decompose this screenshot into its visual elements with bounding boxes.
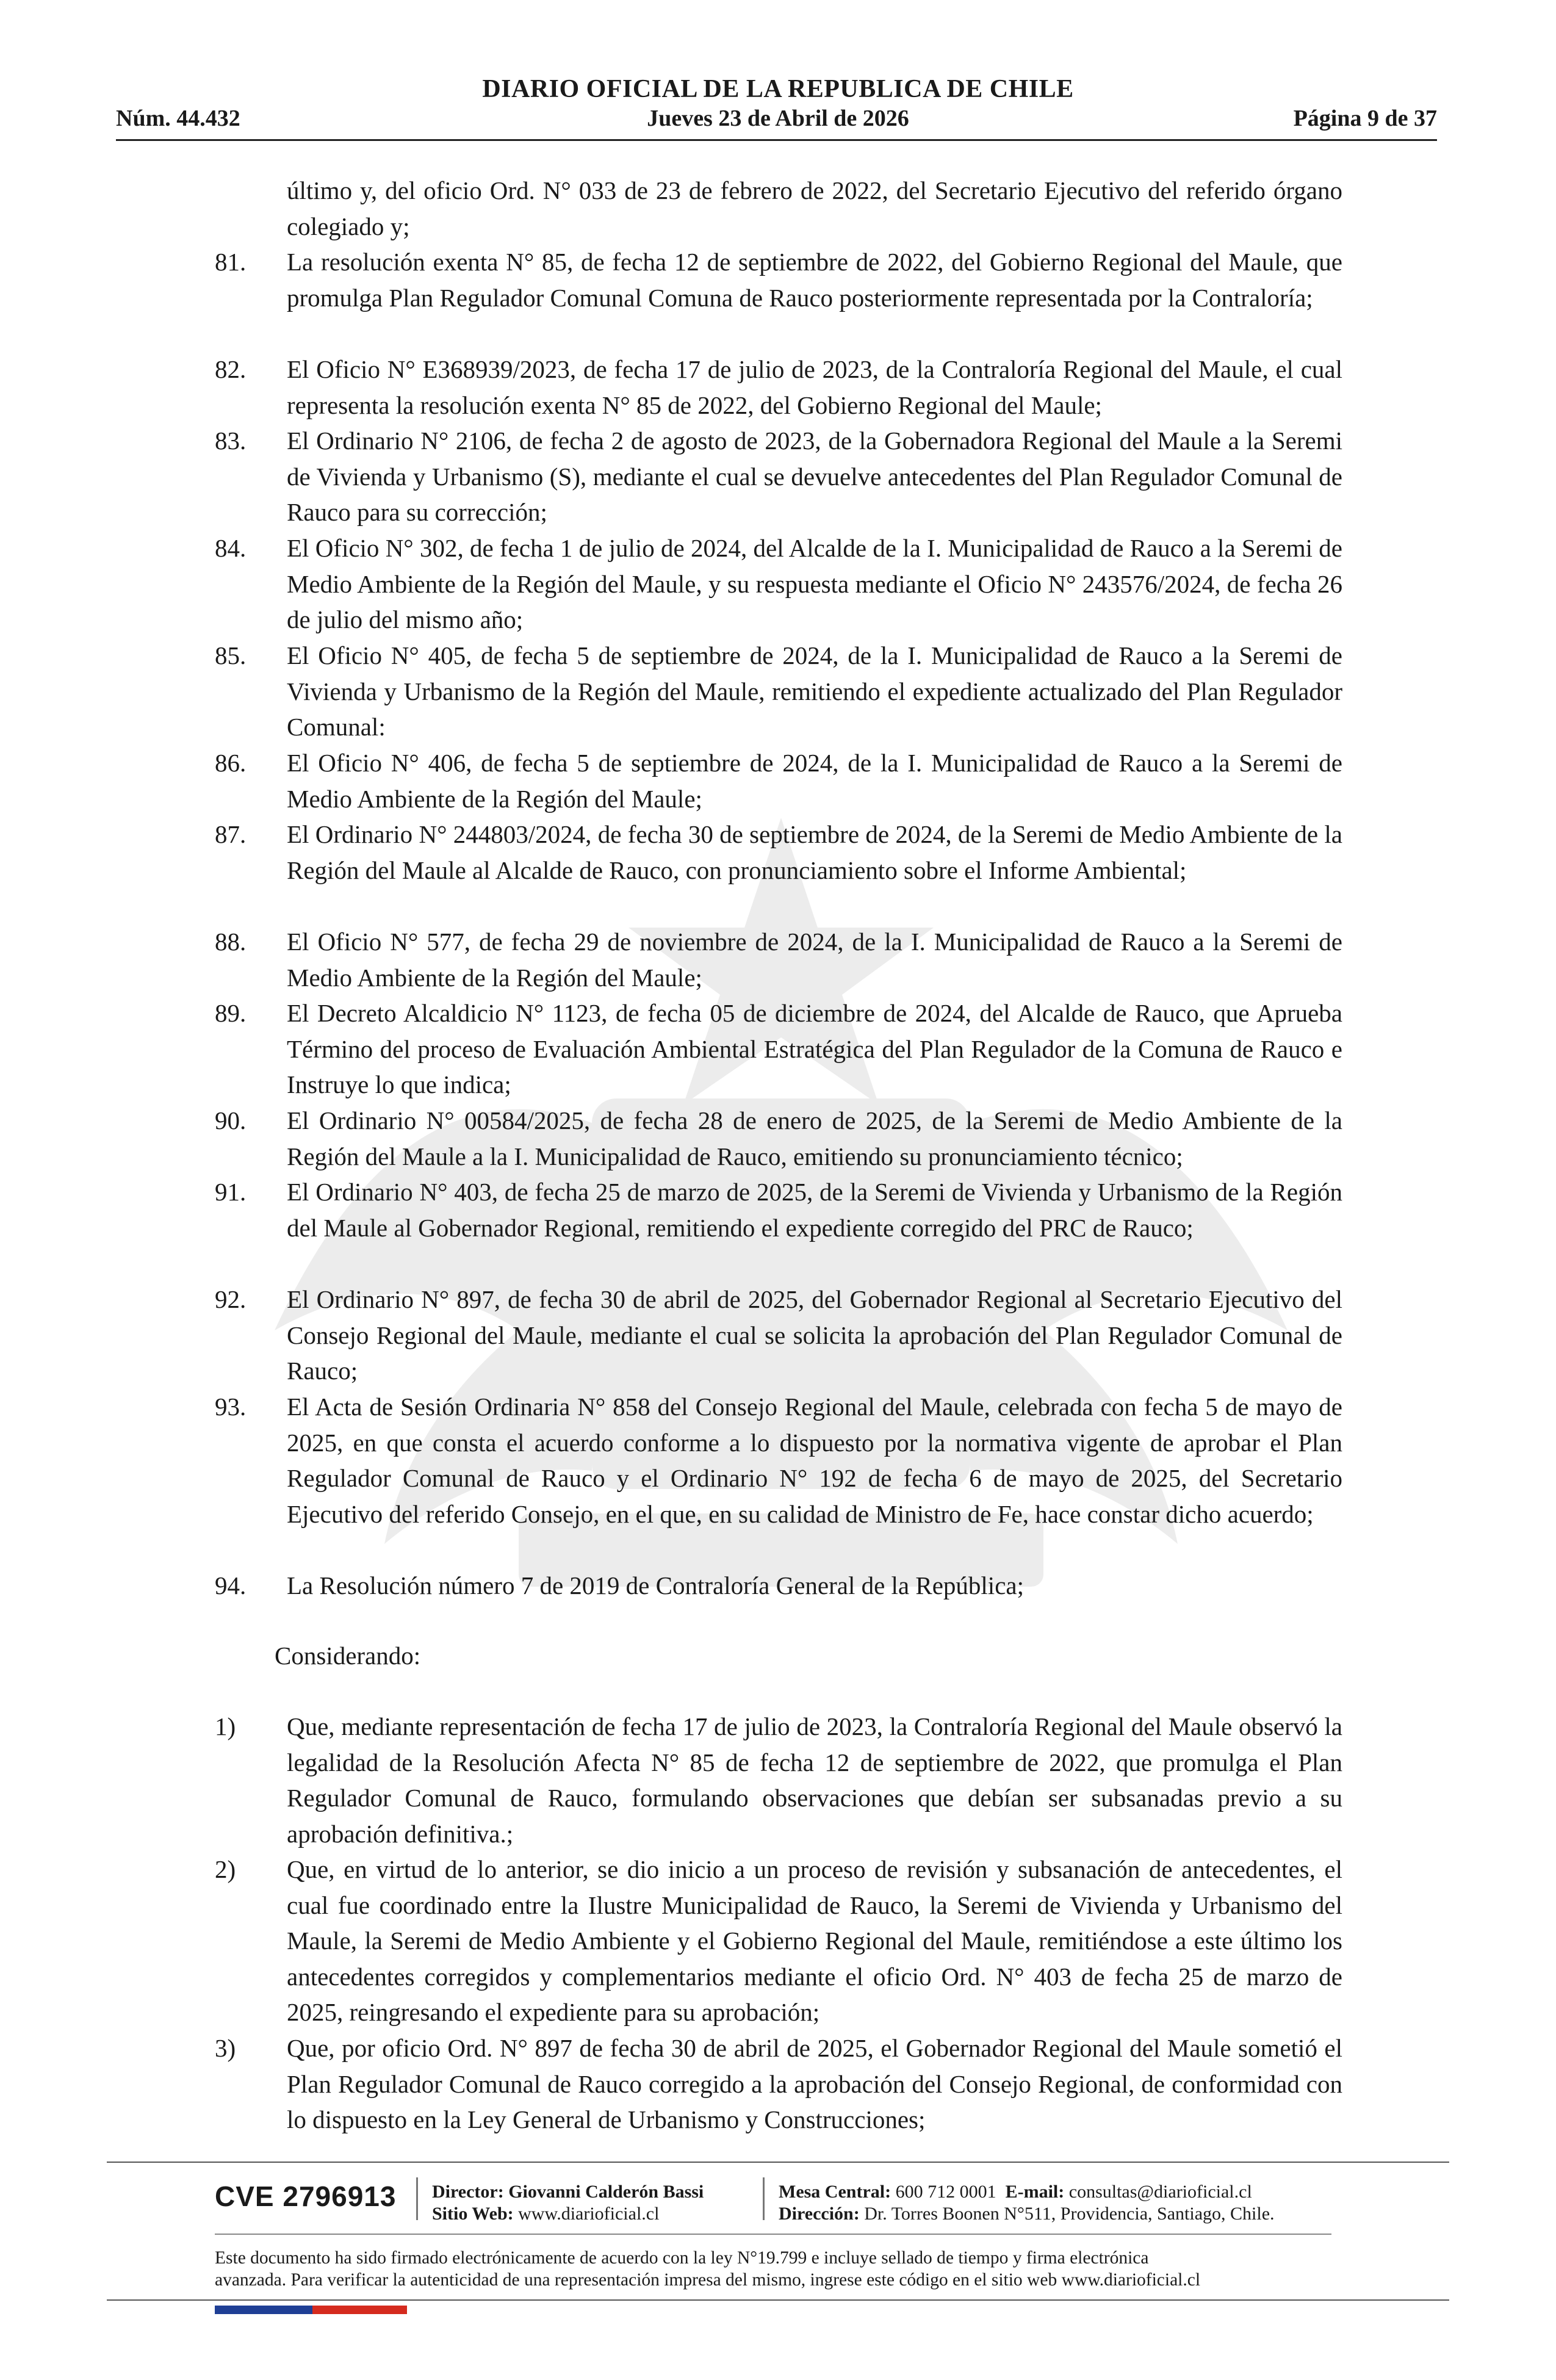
footer-divider-top bbox=[107, 2162, 1449, 2163]
considerando-item: Que, mediante representación de fecha 17 de julio de 2023, la Contraloría Regional del Maule observó la legalidad de la Resolución Afecta N° 85 de fecha 12 de septiembre de 2022, que promulga el Plan Regulador Comunal de Rauco, formulando observaciones que debían ser subsanadas previo a su aprobación definitiva.; bbox=[287, 1712, 1342, 1848]
list-item: El Decreto Alcaldicio N° 1123, de fecha 05 de diciembre de 2024, del Alcalde de Rauco, que Aprueba Término del proceso de Evaluación Ambiental Estratégica del Plan Regulador de la Comuna de Rauco e Instruye lo que indica; bbox=[287, 999, 1342, 1098]
item-number: 87. bbox=[215, 820, 247, 848]
footer-contact-block bbox=[779, 2181, 1275, 2225]
list-item: La resolución exenta N° 85, de fecha 12 de septiembre de 2022, del Gobierno Regional del Maule, que promulga Plan Regulador Comunal Comuna de Rauco posteriormente representada por la Contraloría; bbox=[287, 248, 1342, 312]
item-number: 89. bbox=[215, 999, 247, 1027]
item-number: 88. bbox=[215, 928, 247, 956]
footer-divider-middle bbox=[215, 2234, 1331, 2235]
item-number: 83. bbox=[215, 427, 247, 455]
issue-number: Núm. 44.432 bbox=[116, 106, 240, 131]
website-link[interactable]: www.diarioficial.cl bbox=[518, 2204, 660, 2224]
footer-divider-bottom bbox=[107, 2299, 1449, 2301]
list-item: La Resolución número 7 de 2019 de Contraloría General de la República; bbox=[287, 1571, 1024, 1599]
list-item: El Oficio N° E368939/2023, de fecha 17 de julio de 2023, de la Contraloría Regional del Maule, el cual representa la resolución exenta N° 85 de 2022, del Gobierno Regional del Maule; bbox=[287, 355, 1342, 419]
continuation-paragraph: último y, del oficio Ord. N° 033 de 23 de febrero de 2022, del Secretario Ejecutivo del referido órgano colegiado y; bbox=[287, 176, 1342, 240]
list-item: El Ordinario N° 403, de fecha 25 de marzo de 2025, de la Seremi de Vivienda y Urbanismo de la Región del Maule al Gobernador Regional, remitiendo el expediente corregido del PRC de Rauco; bbox=[287, 1178, 1342, 1242]
flag-stripe-blue bbox=[215, 2306, 312, 2314]
item-number: 84. bbox=[215, 534, 247, 562]
item-number: 91. bbox=[215, 1178, 247, 1206]
header-divider bbox=[116, 139, 1437, 141]
considerando-number: 1) bbox=[215, 1712, 236, 1740]
item-number: 85. bbox=[215, 641, 247, 669]
considerando-item: Que, por oficio Ord. N° 897 de fecha 30 de abril de 2025, el Gobernador Regional del Maule sometió el Plan Regulador Comunal de Rauco corregido a la aprobación del Consejo Regional, de conformidad con lo dispuesto en la Ley General de Urbanismo y Construcciones; bbox=[287, 2034, 1342, 2133]
item-number: 92. bbox=[215, 1285, 247, 1313]
list-item: El Ordinario N° 244803/2024, de fecha 30 de septiembre de 2024, de la Seremi de Medio Ambiente de la Región del Maule al Alcalde de Rauco, con pronunciamiento sobre el Informe Ambiental; bbox=[287, 820, 1342, 884]
considerando-item: Que, en virtud de lo anterior, se dio inicio a un proceso de revisión y subsanación de antecedentes, el cual fue coordinado entre la Ilustre Municipalidad de Rauco, la Seremi de Vivienda y Urbanismo del Maule, la Seremi de Medio Ambiente y el Gobierno Regional del Maule, remitiéndose a este último los antecedentes corregidos y complementarios mediante el oficio Ord. N° 403 de fecha 25 de marzo de 2025, reingresando el expediente para su aprobación; bbox=[287, 1855, 1342, 2026]
website-label: Sitio Web: bbox=[432, 2204, 514, 2224]
list-item: El Acta de Sesión Ordinaria N° 858 del Consejo Regional del Maule, celebrada con fecha 5 de mayo de 2025, en que consta el acuerdo conforme a lo dispuesto por la normativa vigente de aprobar el Plan Regulador Comunal de Rauco y el Ordinario N° 192 de fecha 6 de mayo de 2025, del Secretario Ejecutivo del referido Consejo, en el que, en su calidad de Ministro de Fe, hace constar dicho acuerdo; bbox=[287, 1393, 1342, 1528]
considerando-number: 2) bbox=[215, 1855, 236, 1883]
list-item: El Ordinario N° 00584/2025, de fecha 28 de enero de 2025, de la Seremi de Medio Ambiente de la Región del Maule a la I. Municipalidad de Rauco, emitiendo su pronunciamiento técnico; bbox=[287, 1106, 1342, 1170]
flag-stripe-red bbox=[312, 2306, 407, 2314]
email-link[interactable]: consultas@diarioficial.cl bbox=[1068, 2182, 1252, 2202]
footer-director-block bbox=[432, 2181, 704, 2225]
page-number: Página 9 de 37 bbox=[1293, 106, 1437, 131]
considerando-heading: Considerando: bbox=[275, 1642, 421, 1670]
list-item: El Ordinario N° 2106, de fecha 2 de agosto de 2023, de la Gobernadora Regional del Maule a la Seremi de Vivienda y Urbanismo (S), mediante el cual se devuelve antecedentes del Plan Regulador Comunal de Rauco para su corrección; bbox=[287, 427, 1342, 526]
item-number: 82. bbox=[215, 355, 247, 383]
item-number: 86. bbox=[215, 749, 247, 777]
newspaper-title: DIARIO OFICIAL DE LA REPUBLICA DE CHILE bbox=[482, 75, 1074, 103]
list-item: El Ordinario N° 897, de fecha 30 de abril de 2025, del Gobernador Regional al Secretario Ejecutivo del Consejo Regional del Maule, mediante el cual se solicita la aprobación del Plan Regulador Comunal de Rauco; bbox=[287, 1285, 1342, 1385]
considerando-number: 3) bbox=[215, 2034, 236, 2062]
list-item: El Oficio N° 406, de fecha 5 de septiembre de 2024, de la I. Municipalidad de Rauco a la Seremi de Medio Ambiente de la Región del Maule; bbox=[287, 749, 1342, 813]
list-item: El Oficio N° 405, de fecha 5 de septiembre de 2024, de la I. Municipalidad de Rauco a la Seremi de Vivienda y Urbanismo de la Región del Maule, remitiendo el expediente actualizado del Plan Regulador Comunal: bbox=[287, 641, 1342, 741]
list-item: El Oficio N° 577, de fecha 29 de noviembre de 2024, de la I. Municipalidad de Rauco a la Seremi de Medio Ambiente de la Región del Maule; bbox=[287, 928, 1342, 992]
list-item: El Oficio N° 302, de fecha 1 de julio de 2024, del Alcalde de la I. Municipalidad de Rauco a la Seremi de Medio Ambiente de la Región del Maule, y su respuesta mediante el Oficio N° 243576/2024, de fecha 26 de julio del mismo año; bbox=[287, 534, 1342, 633]
director-name: Giovanni Calderón Bassi bbox=[508, 2182, 704, 2202]
footer-separator bbox=[763, 2177, 765, 2220]
signature-notice bbox=[215, 2247, 1374, 2291]
issue-date: Jueves 23 de Abril de 2026 bbox=[647, 106, 909, 131]
mesa-phone: 600 712 0001 bbox=[895, 2182, 996, 2202]
email-label: E-mail: bbox=[1005, 2182, 1065, 2202]
signature-notice-line: Este documento ha sido firmado electrónicamente de acuerdo con la ley N°19.799 e incluye sellado de tiempo y firma electrónica bbox=[215, 2248, 1149, 2268]
cve-code: CVE 2796913 bbox=[215, 2180, 397, 2212]
item-number: 81. bbox=[215, 248, 247, 276]
item-number: 93. bbox=[215, 1393, 247, 1421]
director-label: Director: bbox=[432, 2182, 504, 2202]
footer-separator bbox=[416, 2177, 418, 2220]
address-label: Dirección: bbox=[779, 2204, 860, 2224]
address-value: Dr. Torres Boonen N°511, Providencia, Santiago, Chile. bbox=[864, 2204, 1275, 2224]
item-number: 90. bbox=[215, 1106, 247, 1134]
mesa-label: Mesa Central: bbox=[779, 2182, 891, 2202]
signature-notice-line: avanzada. Para verificar la autenticidad de una representación impresa del mismo, ingrese este código en el sitio web www.diarioficial.cl bbox=[215, 2270, 1201, 2290]
item-number: 94. bbox=[215, 1571, 247, 1599]
